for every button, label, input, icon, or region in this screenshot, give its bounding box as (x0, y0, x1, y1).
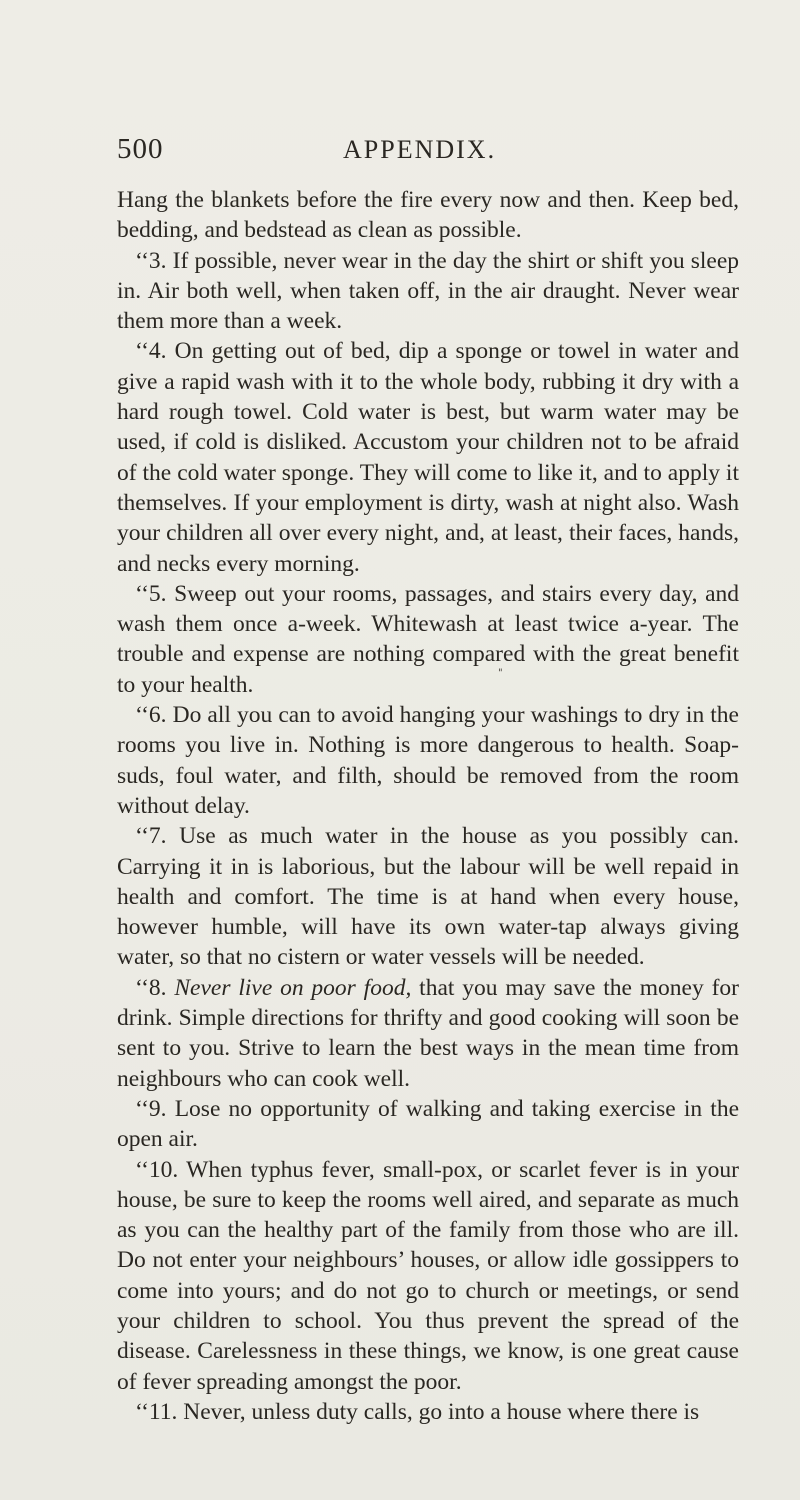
page-header (117, 133, 757, 173)
body-text (117, 185, 739, 1427)
paragraph-item-11: ‘‘11. Never, unless duty calls, go into a house where there is (135, 1398, 700, 1425)
running-head: APPENDIX. (343, 135, 497, 164)
item-8-italic: Never live on poor food, (174, 974, 412, 1001)
paragraph-item-10: ‘‘10. When typhus fever, small-pox, or scarlet fever is in your house, be sure to keep the rooms well aired, and separate as much as you can the healthy part of the family from those who are ill. Do not enter your neighbours’ houses, or allow idle gossippers to come into yours; and do not go to church or meetings, or send your children to school. You thus prevent the spread of the disease. Carelessness in these things, we know, is one great cause of fever spreading amongst the poor. (117, 1156, 739, 1395)
paragraph-item-5: ‘‘5. Sweep out your rooms, passages, and stairs every day, and wash them once a-week. Whitewash at least twice a-year. The trouble and expense are nothing compared with the great benefit to your health. (117, 580, 739, 698)
paragraph-item-7: ‘‘7. Use as much water in the house as you possibly can. Carrying it in is laborious, but the labour will be well repaid in health and comfort. The time is at hand when every house, however humble, will have its own water-tap always giving water, so that no cistern or water vessels will be needed. (117, 823, 739, 971)
page-number: 500 (117, 133, 164, 165)
paragraph-continuation: Hang the blankets before the fire every now and then. Keep bed, bedding, and bedstead as clean as possible. (117, 187, 739, 244)
stray-ink-mark: " (498, 668, 503, 679)
paragraph-item-6: ‘‘6. Do all you can to avoid hanging your washings to dry in the rooms you live in. Nothing is more dangerous to health. Soap-suds, foul water, and filth, should be removed from the room without delay. (117, 702, 739, 819)
paragraph-item-8 (117, 973, 739, 1094)
paragraph-item-3: ‘‘3. If possible, never wear in the day the shirt or shift you sleep in. Air both well, when taken off, in the air draught. Never wear them more than a week. (117, 247, 739, 335)
item-8-prefix: ‘‘8. (135, 974, 175, 1001)
item-8-suffix: that you may save the money for drink. Simple directions for thrifty and good cooking will soon be sent to you. Strive to learn the best ways in the mean time from neighbours who can cook well. (117, 974, 739, 1092)
paragraph-item-9: ‘‘9. Lose no opportunity of walking and taking exercise in the open air. (117, 1095, 739, 1153)
paragraph-item-4: ‘‘4. On getting out of bed, dip a sponge or towel in water and give a rapid wash with it to the whole body, rubbing it dry with a hard rough towel. Cold water is best, but warm water may be used, if cold is disliked. Accustom your children not to be afraid of the cold water sponge. They will come to like it, and to apply it themselves. If your employment is dirty, wash at night also. Wash your children all over every night, and, at least, their faces, hands, and necks every morning. (117, 338, 739, 577)
